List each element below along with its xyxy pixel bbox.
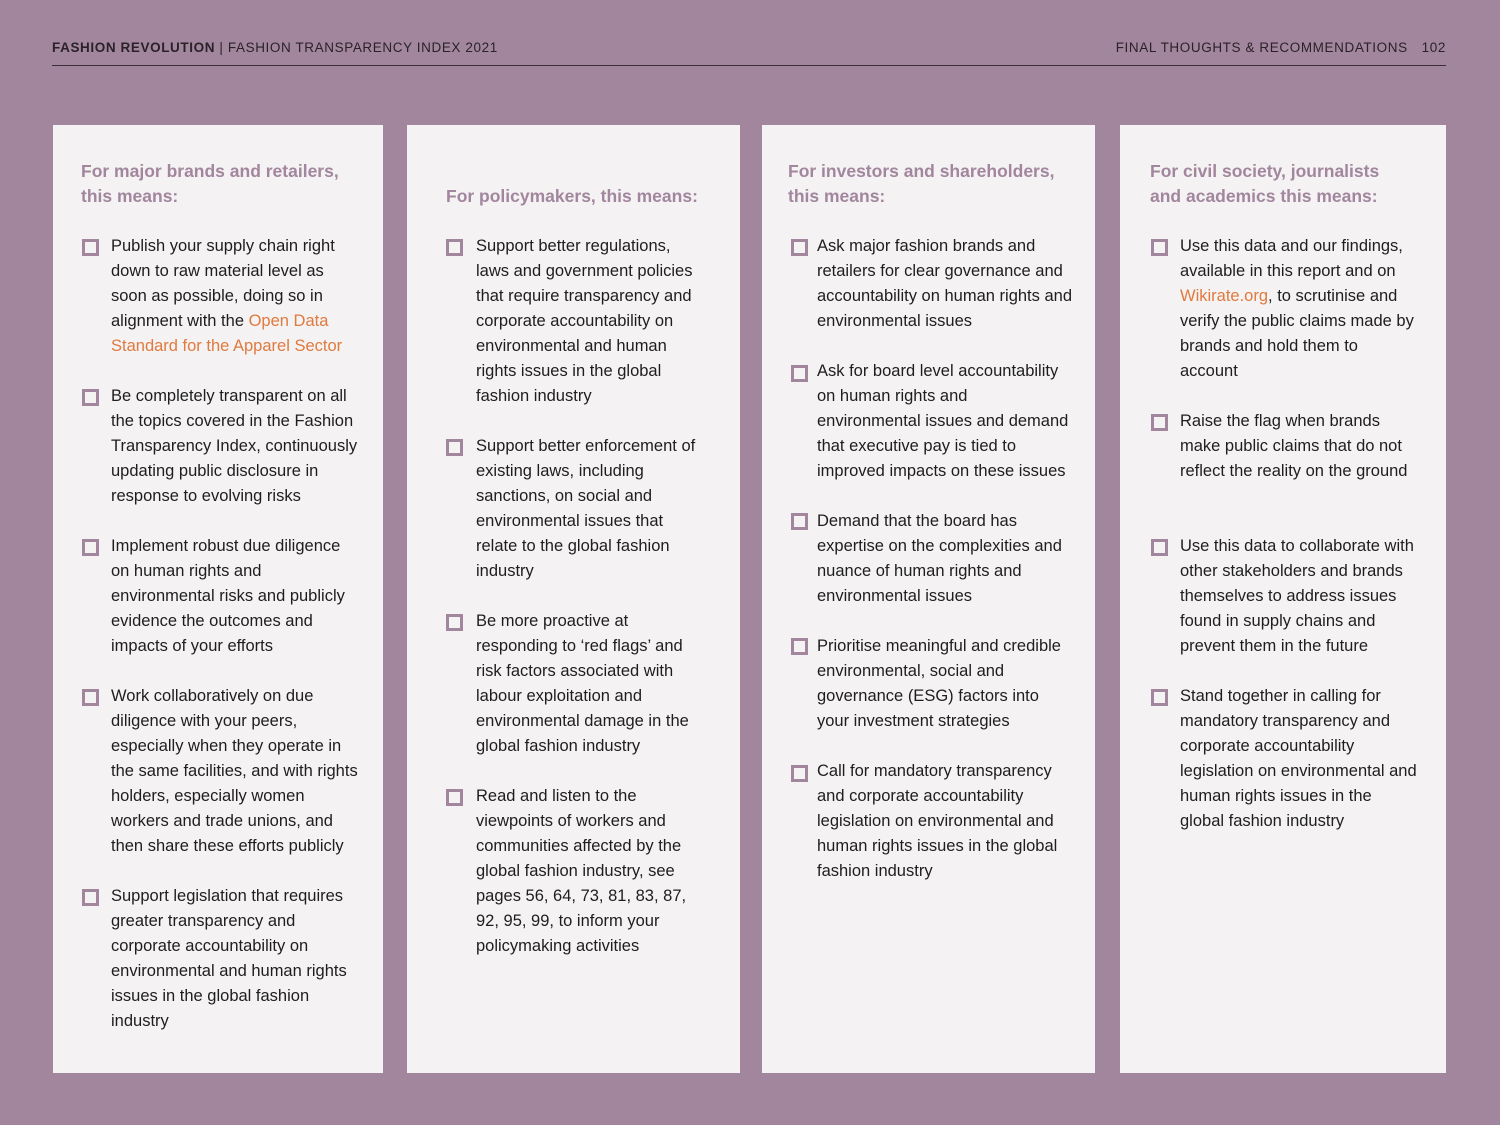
list-item: Be completely transparent on all the topics covered in the Fashion Transparency Index, continuously updating public disclosure in response to evolving risks (111, 387, 358, 505)
list-item: Be more proactive at responding to ‘red flags’ and risk factors associated with labour exploitation and environmental damage in the global fashion industry (476, 612, 689, 755)
header-left (52, 40, 498, 55)
list-item: Support better enforcement of existing laws, including sanctions, on social and environmental issues that relate to the global fashion industry (476, 437, 696, 580)
checkbox-icon[interactable] (82, 539, 99, 556)
list-item: Ask major fashion brands and retailers for clear governance and accountability on human rights and environmental issues (817, 237, 1072, 330)
card-title: For major brands and retailers, this means: (81, 161, 339, 206)
checkbox-icon[interactable] (1151, 414, 1168, 431)
checkbox-icon[interactable] (446, 614, 463, 631)
card-brands (53, 125, 383, 1073)
list-item: Prioritise meaningful and credible environmental, social and governance (ESG) factors into your investment strategies (817, 637, 1061, 730)
checkbox-icon[interactable] (1151, 239, 1168, 256)
section-title: FINAL THOUGHTS & RECOMMENDATIONS (1115, 40, 1408, 55)
card-title: For policymakers, this means: (446, 186, 698, 206)
list-item (111, 234, 361, 359)
header-right (1116, 40, 1446, 55)
checkbox-icon[interactable] (446, 439, 463, 456)
checkbox-icon[interactable] (791, 638, 808, 655)
card-investors (762, 125, 1095, 1073)
checkbox-icon[interactable] (82, 689, 99, 706)
checkbox-icon[interactable] (446, 789, 463, 806)
org-name: FASHION REVOLUTION (52, 40, 216, 55)
header-separator: | (219, 40, 224, 55)
list-item: Support legislation that requires greater transparency and corporate accountability on environmental and human rights issues in the global fashion industry (111, 887, 347, 1030)
list-item (1180, 234, 1420, 384)
checkbox-icon[interactable] (82, 239, 99, 256)
card-policymakers (407, 125, 740, 1073)
list-item: Use this data to collaborate with other stakeholders and brands themselves to address issues found in supply chains and prevent them in the future (1180, 537, 1414, 655)
list-item: Call for mandatory transparency and corporate accountability legislation on environmental and human rights issues in the global fashion industry (817, 762, 1058, 880)
checkbox-icon[interactable] (1151, 689, 1168, 706)
checkbox-icon[interactable] (446, 239, 463, 256)
list-item: Raise the flag when brands make public claims that do not reflect the reality on the ground (1180, 412, 1408, 480)
list-item: Work collaboratively on due diligence with your peers, especially when they operate in the same facilities, and with rights holders, especially women workers and trade unions, and then share these efforts publicly (111, 687, 358, 855)
checkbox-icon[interactable] (791, 365, 808, 382)
item-text: Publish your supply chain right down to raw material level as soon as possible, doing so in alignment with the (111, 237, 335, 330)
item-text: Use this data and our findings, available in this report and on (1180, 237, 1403, 280)
checkbox-icon[interactable] (82, 889, 99, 906)
card-title: For investors and shareholders, this means: (788, 161, 1055, 206)
card-civil-society (1120, 125, 1446, 1073)
open-data-standard-link[interactable]: Open Data Standard for the Apparel Sector (111, 312, 343, 355)
wikirate-link[interactable]: Wikirate.org (1180, 287, 1269, 305)
card-title: For civil society, journalists and academics this means: (1150, 161, 1380, 206)
checkbox-icon[interactable] (1151, 539, 1168, 556)
list-item: Support better regulations, laws and government policies that require transparency and corporate accountability on environmental and human rights issues in the global fashion industry (476, 237, 693, 405)
checkbox-icon[interactable] (82, 389, 99, 406)
list-item: Stand together in calling for mandatory transparency and corporate accountability legislation on environmental and human rights issues in the global fashion industry (1180, 687, 1417, 830)
checkbox-icon[interactable] (791, 239, 808, 256)
list-item: Read and listen to the viewpoints of workers and communities affected by the global fashion industry, see pages 56, 64, 73, 81, 83, 87, 92, 95, 99, to inform your policymaking activities (476, 787, 687, 955)
list-item: Implement robust due diligence on human rights and environmental risks and publicly evidence the outcomes and impacts of your efforts (111, 537, 345, 655)
checkbox-icon[interactable] (791, 513, 808, 530)
checkbox-icon[interactable] (791, 765, 808, 782)
list-item: Ask for board level accountability on human rights and environmental issues and demand that executive pay is tied to improved impacts on these issues (817, 362, 1069, 480)
list-item: Demand that the board has expertise on the complexities and nuance of human rights and environmental issues (817, 512, 1062, 605)
report-title: FASHION TRANSPARENCY INDEX 2021 (227, 40, 498, 55)
page-header (52, 38, 1446, 66)
page-number: 102 (1421, 40, 1446, 55)
item-text: , to scrutinise and verify the public claims made by brands and hold them to account (1180, 287, 1414, 380)
